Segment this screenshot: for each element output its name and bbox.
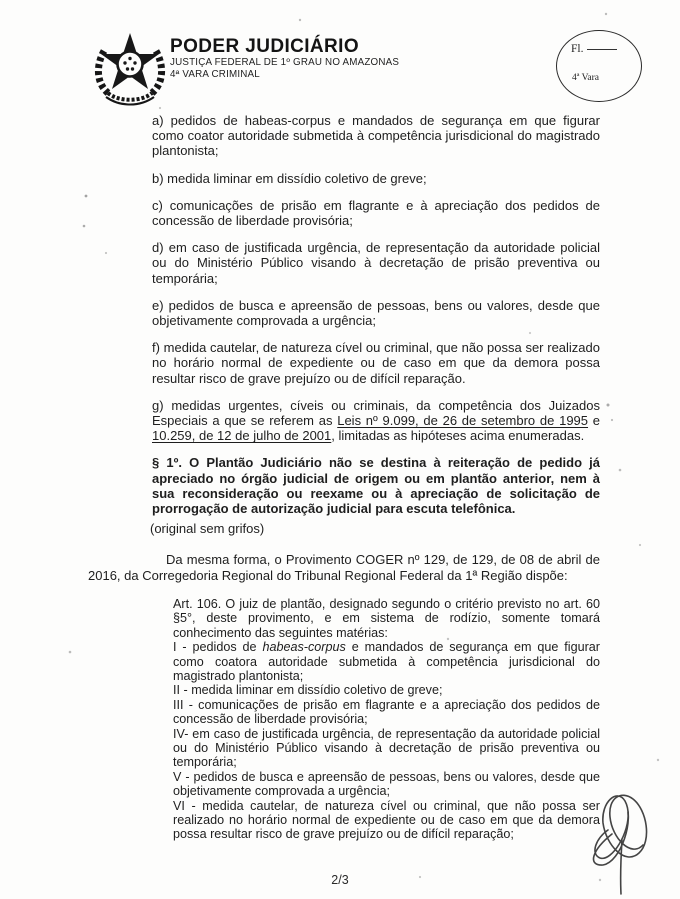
document-body xyxy=(88,113,600,842)
text-segment: g) medidas urgentes, cíveis ou criminais, da competência dos Juizados Especiais a que se referem as xyxy=(152,397,600,429)
quote-item-I xyxy=(173,640,600,683)
text-segment: VI - medida cautelar, de natureza cível ou criminal, que não possa ser realizado no horário normal de expediente ou de caso em que da demora possa resultar risco de grave prejuízo ou de difícil reparação; xyxy=(173,798,600,842)
text-segment: a) pedidos de habeas-corpus e mandados de segurança em que figurar como coator autoridade submetida à competência jurisdicional do magistrado plantonista; xyxy=(152,113,600,159)
page-title: PODER JUDICIÁRIO xyxy=(170,36,360,57)
text-segment: IV- em caso de justificada urgência, de representação da autoridade policial ou do Ministério Público visando à decretação de prisão preventiva ou temporária; xyxy=(173,726,600,770)
page-number: 2/3 xyxy=(331,873,349,887)
text-segment: Da mesma forma, o Provimento COGER nº 129, de 129, de 08 de abril de 2016, da Corregedoria Regional do Tribunal Regional Federal da 1ª Região dispõe: xyxy=(88,552,600,583)
quote-item-VI xyxy=(173,799,600,842)
item-d xyxy=(152,240,600,286)
text-segment: d) em caso de justificada urgência, de representação da autoridade policial ou do Ministério Público visando à decretação de prisão preventiva ou temporária; xyxy=(152,240,600,286)
text-segment: e mandados de segurança em que figurar como coatora autoridade submetida à competência jurisdicional do magistrado plantonista; xyxy=(173,640,600,683)
item-c xyxy=(152,198,600,228)
item-a xyxy=(152,113,600,159)
text-segment: 10.259, de 12 de julho de 2001 xyxy=(152,428,332,444)
item-g xyxy=(152,398,600,444)
quote-item-II xyxy=(173,683,600,697)
text-segment: I - pedidos de xyxy=(173,640,263,655)
folio-stamp xyxy=(556,30,642,102)
footnote xyxy=(150,521,600,536)
quote-item-V xyxy=(173,770,600,799)
text-segment: f) medida cautelar, de natureza cível ou criminal, que não possa ser realizado no horário normal de expediente ou de caso em que da demora possa resultar risco de grave prejuízo ou de difícil reparação. xyxy=(152,340,600,386)
folio-blank-line xyxy=(587,49,617,50)
text-segment: e xyxy=(588,413,600,429)
text-segment: Art. 106. O juiz de plantão, designado segundo o critério previsto no art. 60 §5°, deste provimento, e em sistema de rodízio, somente tomará conhecimento das seguintes matérias: xyxy=(173,596,600,640)
text-segment: c) comunicações de prisão em flagrante e à apreciação dos pedidos de concessão de liberdade provisória; xyxy=(152,197,600,229)
text-segment: , limitadas as hipóteses acima enumeradas. xyxy=(331,428,585,444)
header-subtitle-court: JUSTIÇA FEDERAL DE 1º GRAU NO AMAZONAS xyxy=(170,57,400,68)
header-subtitle-vara: 4ª VARA CRIMINAL xyxy=(170,69,260,80)
quote-item-IV xyxy=(173,727,600,770)
quote-art-106 xyxy=(173,597,600,640)
brazil-coat-of-arms-icon xyxy=(92,27,168,111)
item-b xyxy=(152,171,600,186)
text-segment: Leis nº 9.099, de 26 de setembro de 1995 xyxy=(337,413,589,429)
text-segment: habeas-corpus xyxy=(262,640,346,655)
text-segment: b) medida liminar em dissídio coletivo de greve; xyxy=(152,170,427,186)
document-header xyxy=(170,36,399,81)
paragraph-1 xyxy=(152,455,600,516)
text-segment: (original sem grifos) xyxy=(150,521,265,537)
text-segment: II - medida liminar em dissídio coletivo de greve; xyxy=(173,683,443,698)
item-e xyxy=(152,298,600,328)
stamp-folio-label: Fl. xyxy=(571,43,617,55)
text-segment: V - pedidos de busca e apreensão de pessoas, bens ou valores, desde que objetivamente comprovada a urgência; xyxy=(173,769,600,799)
intro-paragraph xyxy=(88,552,600,582)
quote-item-III xyxy=(173,698,600,727)
text-segment: § 1º. O Plantão Judiciário não se destina à reiteração de pedido já apreciado no órgão judicial de origem ou em plantão anterior, nem à sua reconsideração ou reexame ou à apreciação de solicitação de prorrogação de autorização judicial para escuta telefônica. xyxy=(152,455,600,517)
text-segment: III - comunicações de prisão em flagrante e a apreciação dos pedidos de concessão de liberdade provisória; xyxy=(173,697,600,727)
item-f xyxy=(152,340,600,386)
stamp-vara-label: 4ª Vara xyxy=(572,73,599,83)
text-segment: e) pedidos de busca e apreensão de pessoas, bens ou valores, desde que objetivamente comprovada a urgência; xyxy=(152,297,600,329)
